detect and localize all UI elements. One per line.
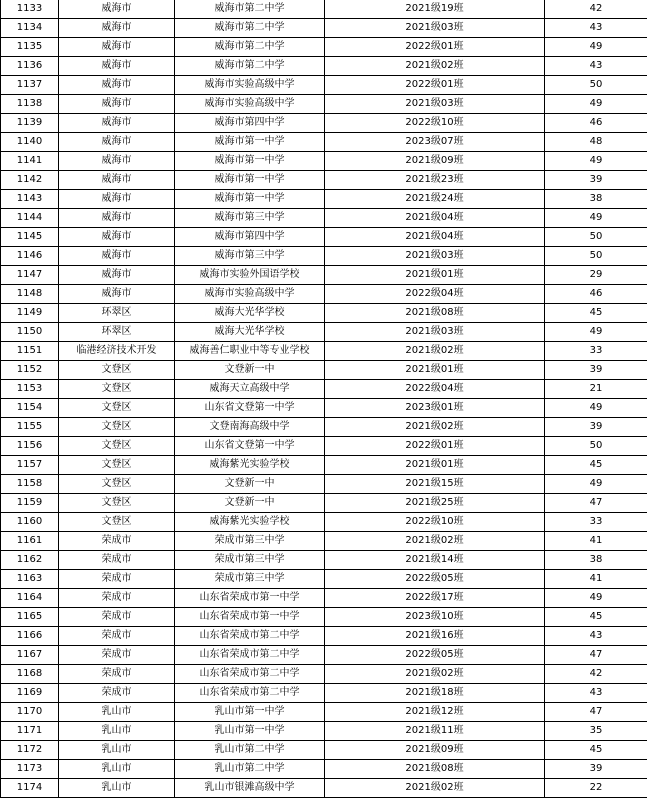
row-number-cell: 1163 — [1, 570, 59, 589]
count-cell: 49 — [545, 399, 647, 418]
count-cell: 38 — [545, 190, 647, 209]
table-row — [1, 494, 647, 513]
table-row — [1, 570, 647, 589]
class-cell: 2022级17班 — [325, 589, 545, 608]
count-cell: 38 — [545, 551, 647, 570]
table-row — [1, 304, 647, 323]
district-cell: 威海市 — [59, 285, 175, 304]
count-cell: 39 — [545, 418, 647, 437]
table-row — [1, 342, 647, 361]
district-cell: 乳山市 — [59, 703, 175, 722]
table-row — [1, 437, 647, 456]
school-cell: 威海天立高级中学 — [175, 380, 325, 399]
district-cell: 文登区 — [59, 380, 175, 399]
table-row — [1, 285, 647, 304]
table-row — [1, 418, 647, 437]
table-row — [1, 76, 647, 95]
count-cell: 43 — [545, 19, 647, 38]
class-cell: 2022级04班 — [325, 285, 545, 304]
district-cell: 荣成市 — [59, 665, 175, 684]
table-row — [1, 95, 647, 114]
district-cell: 威海市 — [59, 266, 175, 285]
school-cell: 山东省荣成市第二中学 — [175, 684, 325, 703]
count-cell: 50 — [545, 76, 647, 95]
count-cell: 49 — [545, 209, 647, 228]
district-cell: 乳山市 — [59, 741, 175, 760]
table-row — [1, 323, 647, 342]
school-cell: 荣成市第三中学 — [175, 570, 325, 589]
class-cell: 2021级16班 — [325, 627, 545, 646]
district-cell: 乳山市 — [59, 722, 175, 741]
class-cell: 2021级08班 — [325, 760, 545, 779]
table-row — [1, 399, 647, 418]
row-number-cell: 1135 — [1, 38, 59, 57]
count-cell: 22 — [545, 779, 647, 798]
school-cell: 荣成市第三中学 — [175, 532, 325, 551]
count-cell: 39 — [545, 171, 647, 190]
class-cell: 2021级08班 — [325, 304, 545, 323]
row-number-cell: 1141 — [1, 152, 59, 171]
district-cell: 威海市 — [59, 114, 175, 133]
district-cell: 荣成市 — [59, 532, 175, 551]
count-cell: 47 — [545, 703, 647, 722]
row-number-cell: 1169 — [1, 684, 59, 703]
row-number-cell: 1168 — [1, 665, 59, 684]
school-cell: 威海大光华学校 — [175, 304, 325, 323]
school-cell: 威海市第一中学 — [175, 171, 325, 190]
district-cell: 文登区 — [59, 399, 175, 418]
table-row — [1, 266, 647, 285]
count-cell: 29 — [545, 266, 647, 285]
school-cell: 威海市第二中学 — [175, 57, 325, 76]
district-cell: 乳山市 — [59, 779, 175, 798]
table-row — [1, 247, 647, 266]
school-cell: 威海市实验外国语学校 — [175, 266, 325, 285]
school-cell: 山东省荣成市第二中学 — [175, 627, 325, 646]
row-number-cell: 1147 — [1, 266, 59, 285]
row-number-cell: 1140 — [1, 133, 59, 152]
school-cell: 威海紫光实验学校 — [175, 456, 325, 475]
table-row — [1, 209, 647, 228]
district-cell: 威海市 — [59, 171, 175, 190]
count-cell: 45 — [545, 456, 647, 475]
class-cell: 2021级04班 — [325, 209, 545, 228]
school-cell: 威海大光华学校 — [175, 323, 325, 342]
table-row — [1, 722, 647, 741]
count-cell: 49 — [545, 589, 647, 608]
school-cell: 山东省荣成市第一中学 — [175, 608, 325, 627]
table-row — [1, 171, 647, 190]
district-cell: 威海市 — [59, 95, 175, 114]
school-cell: 威海紫光实验学校 — [175, 513, 325, 532]
district-cell: 荣成市 — [59, 608, 175, 627]
class-cell: 2021级23班 — [325, 171, 545, 190]
class-cell: 2021级24班 — [325, 190, 545, 209]
count-cell: 35 — [545, 722, 647, 741]
count-cell: 42 — [545, 0, 647, 19]
class-cell: 2022级04班 — [325, 380, 545, 399]
district-cell: 乳山市 — [59, 760, 175, 779]
table-row — [1, 703, 647, 722]
count-cell: 45 — [545, 608, 647, 627]
school-cell: 文登新一中 — [175, 494, 325, 513]
table-row — [1, 627, 647, 646]
count-cell: 49 — [545, 475, 647, 494]
row-number-cell: 1143 — [1, 190, 59, 209]
table-row — [1, 589, 647, 608]
school-cell: 威海市第二中学 — [175, 19, 325, 38]
row-number-cell: 1159 — [1, 494, 59, 513]
table-row — [1, 608, 647, 627]
row-number-cell: 1134 — [1, 19, 59, 38]
table-row — [1, 665, 647, 684]
district-cell: 文登区 — [59, 456, 175, 475]
class-cell: 2021级02班 — [325, 779, 545, 798]
class-cell: 2021级02班 — [325, 665, 545, 684]
district-cell: 威海市 — [59, 38, 175, 57]
row-number-cell: 1148 — [1, 285, 59, 304]
table-row — [1, 760, 647, 779]
class-cell: 2021级01班 — [325, 456, 545, 475]
class-cell: 2021级03班 — [325, 323, 545, 342]
row-number-cell: 1165 — [1, 608, 59, 627]
row-number-cell: 1133 — [1, 0, 59, 19]
count-cell: 39 — [545, 361, 647, 380]
table-row — [1, 513, 647, 532]
row-number-cell: 1152 — [1, 361, 59, 380]
school-cell: 威海市第二中学 — [175, 38, 325, 57]
district-cell: 环翠区 — [59, 304, 175, 323]
district-cell: 荣成市 — [59, 589, 175, 608]
school-cell: 威海市第一中学 — [175, 152, 325, 171]
count-cell: 43 — [545, 684, 647, 703]
district-cell: 文登区 — [59, 475, 175, 494]
district-cell: 文登区 — [59, 361, 175, 380]
table-row — [1, 741, 647, 760]
count-cell: 43 — [545, 627, 647, 646]
class-cell: 2021级11班 — [325, 722, 545, 741]
row-number-cell: 1157 — [1, 456, 59, 475]
count-cell: 50 — [545, 228, 647, 247]
row-number-cell: 1142 — [1, 171, 59, 190]
row-number-cell: 1167 — [1, 646, 59, 665]
school-cell: 山东省荣成市第二中学 — [175, 665, 325, 684]
count-cell: 47 — [545, 494, 647, 513]
table-row — [1, 684, 647, 703]
count-cell: 42 — [545, 665, 647, 684]
count-cell: 41 — [545, 532, 647, 551]
school-cell: 威海市第一中学 — [175, 190, 325, 209]
row-number-cell: 1166 — [1, 627, 59, 646]
row-number-cell: 1156 — [1, 437, 59, 456]
count-cell: 46 — [545, 285, 647, 304]
table-row — [1, 152, 647, 171]
school-cell: 乳山市银滩高级中学 — [175, 779, 325, 798]
table-row — [1, 38, 647, 57]
school-cell: 乳山市第二中学 — [175, 741, 325, 760]
school-cell: 威海市实验高级中学 — [175, 76, 325, 95]
school-cell: 威海善仁职业中等专业学校 — [175, 342, 325, 361]
row-number-cell: 1145 — [1, 228, 59, 247]
row-number-cell: 1174 — [1, 779, 59, 798]
district-cell: 威海市 — [59, 0, 175, 19]
row-number-cell: 1146 — [1, 247, 59, 266]
school-cell: 山东省荣成市第二中学 — [175, 646, 325, 665]
count-cell: 47 — [545, 646, 647, 665]
class-cell: 2021级03班 — [325, 95, 545, 114]
class-cell: 2022级01班 — [325, 437, 545, 456]
school-cell: 威海市第四中学 — [175, 114, 325, 133]
class-cell: 2021级04班 — [325, 228, 545, 247]
school-cell: 威海市实验高级中学 — [175, 95, 325, 114]
class-cell: 2021级12班 — [325, 703, 545, 722]
class-cell: 2022级10班 — [325, 114, 545, 133]
count-cell: 49 — [545, 323, 647, 342]
class-cell: 2021级09班 — [325, 152, 545, 171]
count-cell: 45 — [545, 304, 647, 323]
table-row — [1, 532, 647, 551]
class-cell: 2021级01班 — [325, 266, 545, 285]
table-row — [1, 361, 647, 380]
table-row — [1, 19, 647, 38]
count-cell: 48 — [545, 133, 647, 152]
district-cell: 威海市 — [59, 190, 175, 209]
school-cell: 威海市第三中学 — [175, 247, 325, 266]
row-number-cell: 1160 — [1, 513, 59, 532]
row-number-cell: 1154 — [1, 399, 59, 418]
class-cell: 2021级03班 — [325, 19, 545, 38]
class-cell: 2021级02班 — [325, 418, 545, 437]
count-cell: 46 — [545, 114, 647, 133]
class-cell: 2023级07班 — [325, 133, 545, 152]
district-cell: 荣成市 — [59, 627, 175, 646]
row-number-cell: 1151 — [1, 342, 59, 361]
class-cell: 2022级05班 — [325, 646, 545, 665]
class-cell: 2021级14班 — [325, 551, 545, 570]
school-cell: 文登新一中 — [175, 475, 325, 494]
school-cell: 山东省荣成市第一中学 — [175, 589, 325, 608]
table-row — [1, 551, 647, 570]
table-row — [1, 456, 647, 475]
count-cell: 49 — [545, 38, 647, 57]
school-cell: 乳山市第一中学 — [175, 722, 325, 741]
table-row — [1, 380, 647, 399]
class-cell: 2023级10班 — [325, 608, 545, 627]
class-cell: 2022级01班 — [325, 76, 545, 95]
district-cell: 环翠区 — [59, 323, 175, 342]
count-cell: 50 — [545, 247, 647, 266]
table-row — [1, 646, 647, 665]
count-cell: 41 — [545, 570, 647, 589]
count-cell: 39 — [545, 760, 647, 779]
table-row — [1, 114, 647, 133]
district-cell: 威海市 — [59, 133, 175, 152]
table-row — [1, 0, 647, 19]
count-cell: 33 — [545, 342, 647, 361]
row-number-cell: 1171 — [1, 722, 59, 741]
class-cell: 2021级02班 — [325, 342, 545, 361]
row-number-cell: 1144 — [1, 209, 59, 228]
district-cell: 威海市 — [59, 228, 175, 247]
class-cell: 2021级02班 — [325, 57, 545, 76]
school-cell: 山东省文登第一中学 — [175, 437, 325, 456]
count-cell: 49 — [545, 95, 647, 114]
row-number-cell: 1162 — [1, 551, 59, 570]
count-cell: 43 — [545, 57, 647, 76]
table-body — [1, 0, 647, 798]
count-cell: 50 — [545, 437, 647, 456]
class-cell: 2021级09班 — [325, 741, 545, 760]
district-cell: 文登区 — [59, 513, 175, 532]
district-cell: 威海市 — [59, 19, 175, 38]
school-cell: 威海市第二中学 — [175, 0, 325, 19]
class-cell: 2021级03班 — [325, 247, 545, 266]
class-cell: 2021级25班 — [325, 494, 545, 513]
row-number-cell: 1153 — [1, 380, 59, 399]
district-cell: 威海市 — [59, 76, 175, 95]
school-cell: 威海市第三中学 — [175, 209, 325, 228]
class-cell: 2021级01班 — [325, 361, 545, 380]
row-number-cell: 1170 — [1, 703, 59, 722]
row-number-cell: 1137 — [1, 76, 59, 95]
class-cell: 2021级18班 — [325, 684, 545, 703]
school-cell: 山东省文登第一中学 — [175, 399, 325, 418]
district-cell: 文登区 — [59, 494, 175, 513]
class-cell: 2022级01班 — [325, 38, 545, 57]
district-cell: 文登区 — [59, 437, 175, 456]
row-number-cell: 1164 — [1, 589, 59, 608]
count-cell: 21 — [545, 380, 647, 399]
district-cell: 荣成市 — [59, 684, 175, 703]
school-cell: 威海市实验高级中学 — [175, 285, 325, 304]
row-number-cell: 1136 — [1, 57, 59, 76]
class-cell: 2022级05班 — [325, 570, 545, 589]
school-cell: 威海市第一中学 — [175, 133, 325, 152]
row-number-cell: 1173 — [1, 760, 59, 779]
row-number-cell: 1161 — [1, 532, 59, 551]
row-number-cell: 1150 — [1, 323, 59, 342]
district-cell: 文登区 — [59, 418, 175, 437]
table-row — [1, 228, 647, 247]
district-cell: 威海市 — [59, 247, 175, 266]
school-cell: 荣成市第三中学 — [175, 551, 325, 570]
row-number-cell: 1149 — [1, 304, 59, 323]
school-cell: 文登新一中 — [175, 361, 325, 380]
district-cell: 威海市 — [59, 57, 175, 76]
class-cell: 2023级01班 — [325, 399, 545, 418]
table-row — [1, 779, 647, 798]
district-cell: 荣成市 — [59, 646, 175, 665]
row-number-cell: 1158 — [1, 475, 59, 494]
class-cell: 2021级15班 — [325, 475, 545, 494]
school-cell: 乳山市第一中学 — [175, 703, 325, 722]
count-cell: 49 — [545, 152, 647, 171]
school-cell: 威海市第四中学 — [175, 228, 325, 247]
table-row — [1, 133, 647, 152]
district-cell: 荣成市 — [59, 551, 175, 570]
row-number-cell: 1139 — [1, 114, 59, 133]
table-row — [1, 475, 647, 494]
count-cell: 45 — [545, 741, 647, 760]
class-cell: 2021级02班 — [325, 532, 545, 551]
school-cell: 文登南海高级中学 — [175, 418, 325, 437]
district-cell: 威海市 — [59, 209, 175, 228]
class-cell: 2022级10班 — [325, 513, 545, 532]
district-cell: 荣成市 — [59, 570, 175, 589]
table-row — [1, 190, 647, 209]
class-cell: 2021级19班 — [325, 0, 545, 19]
table-row — [1, 57, 647, 76]
row-number-cell: 1155 — [1, 418, 59, 437]
count-cell: 33 — [545, 513, 647, 532]
district-cell: 威海市 — [59, 152, 175, 171]
row-number-cell: 1172 — [1, 741, 59, 760]
district-cell: 临港经济技术开发 — [59, 342, 175, 361]
row-number-cell: 1138 — [1, 95, 59, 114]
school-cell: 乳山市第二中学 — [175, 760, 325, 779]
